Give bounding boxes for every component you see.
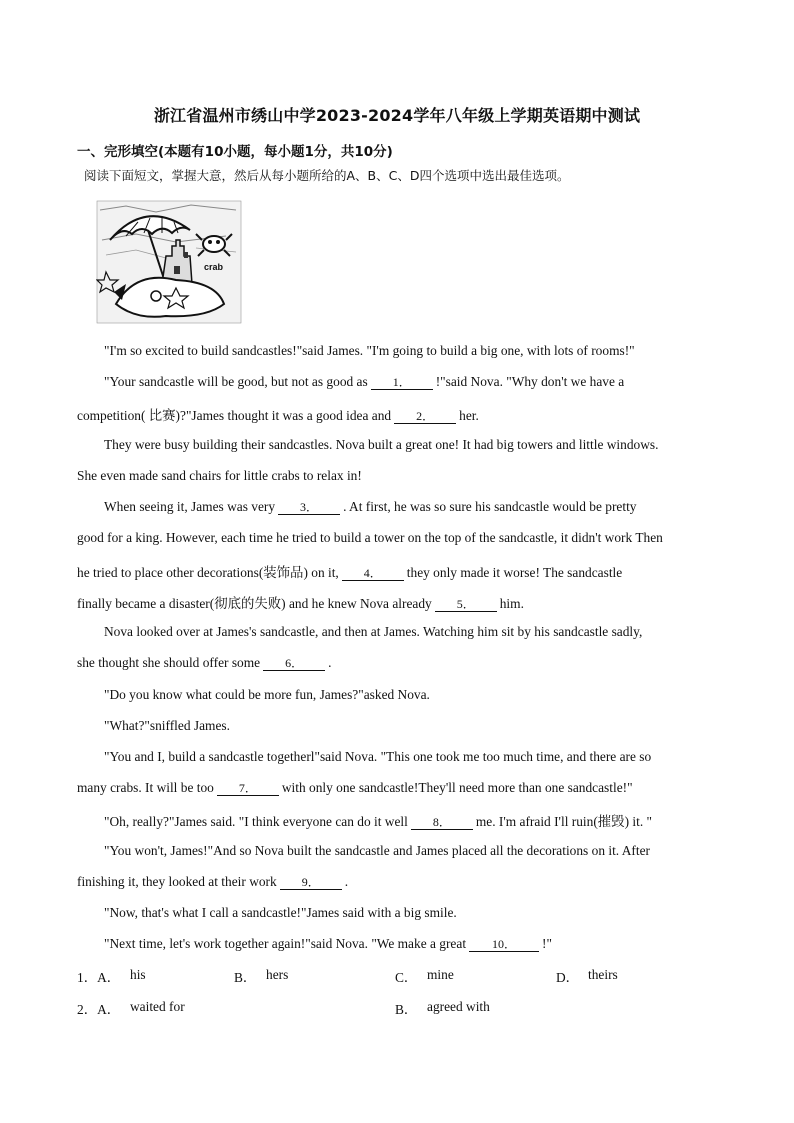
question-number: 1．A．: [77, 970, 121, 985]
passage-line: She even made sand chairs for little crabs to relax in!: [77, 468, 362, 483]
blank-2: 2．: [394, 409, 456, 424]
blank-9: 9．: [280, 875, 342, 890]
blank-6: 6．: [263, 656, 325, 671]
passage-line: They were busy building their sandcastles. Nova built a great one! It had big towers and little windows.: [104, 437, 659, 452]
passage-line: "Oh, really?"James said. "I think everyone can do it well 8． me. I'm afraid I'll ruin(摧毁) it. ": [104, 814, 652, 829]
section-heading: 一、完形填空(本题有10小题，每小题1分，共10分): [77, 144, 393, 160]
option-b[interactable]: hers: [266, 967, 289, 982]
passage-line: good for a king. However, each time he tried to build a tower on the top of the sandcastle, it didn't work Then: [77, 530, 663, 545]
crab-label: crab: [204, 262, 224, 272]
question-number: 2．A．: [77, 1002, 121, 1017]
passage-line: finishing it, they looked at their work 9． .: [77, 874, 349, 889]
passage-line: "Next time, let's work together again!"said Nova. "We make a great 10． !": [104, 936, 552, 951]
passage-line: "You and I, build a sandcastle togetherl"said Nova. "This one took me too much time, and there are so: [104, 749, 652, 764]
option-b-label: B．: [234, 970, 257, 985]
blank-1: 1．: [371, 375, 433, 390]
passage-line: Nova looked over at James's sandcastle, and then at James. Watching him sit by his sandcastle sadly,: [104, 624, 643, 639]
blank-10: 10．: [469, 937, 539, 952]
passage-line: "Do you know what could be more fun, James?"asked Nova.: [104, 687, 430, 702]
passage-line: finally became a disaster(彻底的失败) and he knew Nova already 5． him.: [77, 596, 524, 611]
sandcastle-illustration: [96, 200, 242, 324]
passage-line: "Your sandcastle will be good, but not as good as 1． !"said Nova. "Why don't we have a: [104, 374, 625, 389]
option-b[interactable]: agreed with: [427, 999, 490, 1014]
instruction-text: 阅读下面短文，掌握大意，然后从每小题所给的A、B、C、D四个选项中选出最佳选项。: [84, 168, 570, 183]
blank-4: 4．: [342, 566, 404, 581]
option-a[interactable]: waited for: [130, 999, 185, 1014]
option-a[interactable]: his: [130, 967, 146, 982]
passage-line: When seeing it, James was very 3． . At first, he was so sure his sandcastle would be pretty: [104, 499, 637, 514]
passage-line: he tried to place other decorations(装饰品) on it, 4． they only made it worse! The sandcastle: [77, 565, 623, 580]
blank-7: 7．: [217, 781, 279, 796]
passage-line: "What?"sniffled James.: [104, 718, 230, 733]
page-title: 浙江省温州市绣山中学2023-2024学年八年级上学期英语期中测试: [153, 106, 641, 125]
option-c-label: C．: [395, 970, 418, 985]
passage-line: competition( 比赛)?"James thought it was a good idea and 2． her.: [77, 408, 479, 423]
blank-5: 5．: [435, 597, 497, 612]
blank-8: 8．: [411, 815, 473, 830]
option-b-label: B．: [395, 1002, 418, 1017]
passage-line: "You won't, James!"And so Nova built the sandcastle and James placed all the decorations on it. After: [104, 843, 651, 858]
option-d-label: D．: [556, 970, 580, 985]
passage-line: she thought she should offer some 6． .: [77, 655, 332, 670]
blank-3: 3．: [278, 500, 340, 515]
option-c[interactable]: mine: [427, 967, 454, 982]
passage-line: "I'm so excited to build sandcastles!"said James. "I'm going to build a big one, with lots of rooms!": [104, 343, 635, 358]
passage-line: many crabs. It will be too 7． with only one sandcastle!They'll need more than one sandcastle!": [77, 780, 633, 795]
passage-line: "Now, that's what I call a sandcastle!"James said with a big smile.: [104, 905, 457, 920]
option-d[interactable]: theirs: [588, 967, 618, 982]
